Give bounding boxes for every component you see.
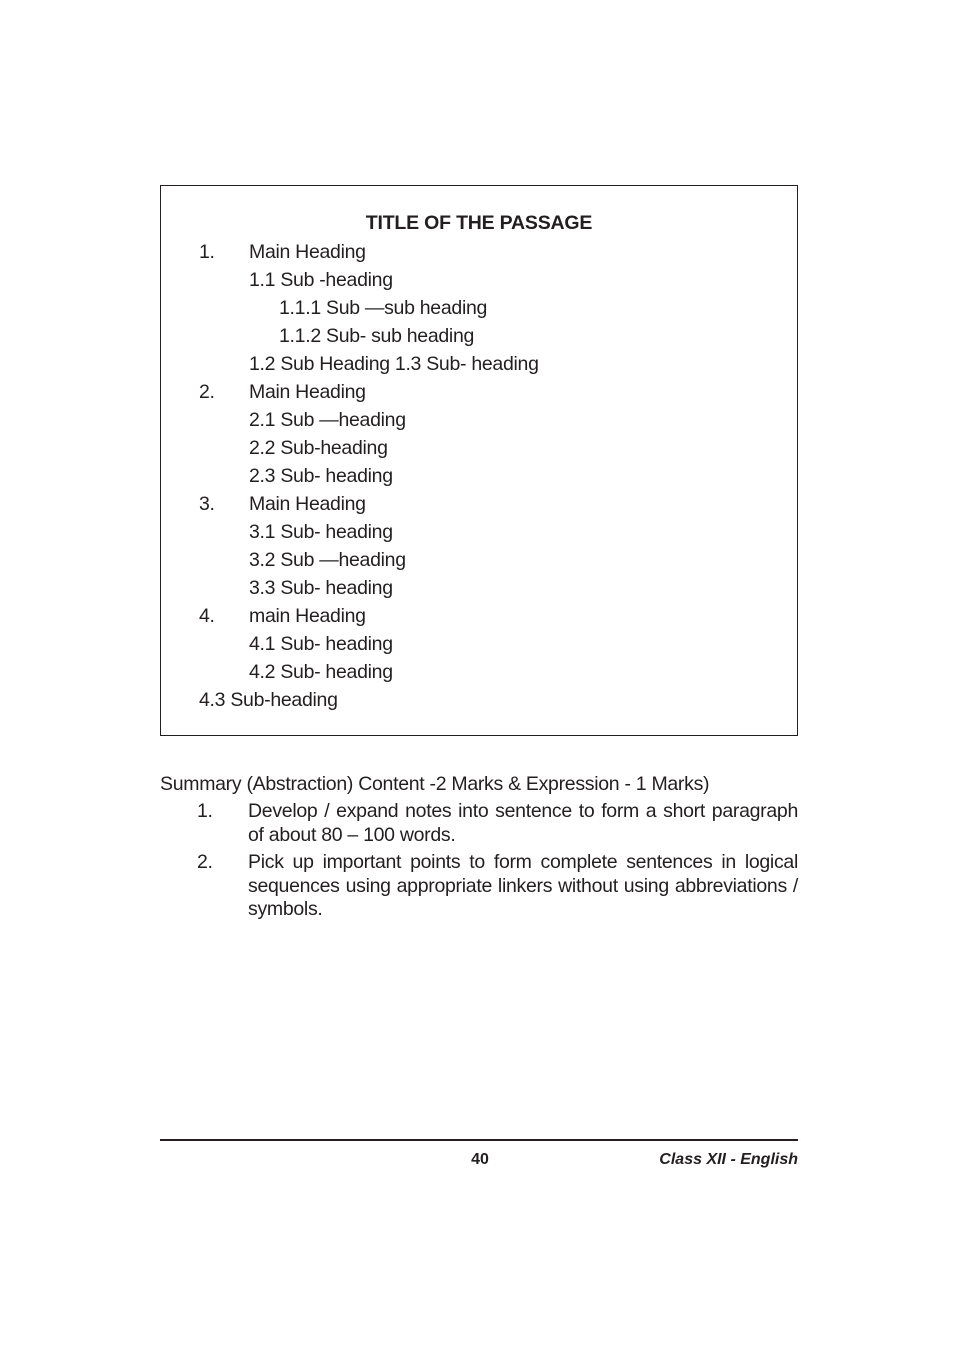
outline-line: Main Heading [249, 241, 366, 263]
outline-line: 2.1 Sub —heading [249, 409, 406, 431]
outline-number: 3. [199, 493, 215, 515]
summary-item-text: Develop / expand notes into sentence to form a short paragraph of about 80 – 100 words. [248, 800, 798, 846]
outline-line [199, 240, 215, 264]
footer-book-title: Class XII - English [659, 1151, 798, 1168]
summary-item-number: 2. [197, 851, 213, 873]
outline-line [199, 604, 215, 628]
summary-item [160, 800, 798, 847]
outline-line: 4.1 Sub- heading [249, 633, 393, 655]
outline-line: 3.3 Sub- heading [249, 577, 393, 599]
outline-line: main Heading [249, 605, 366, 627]
outline-line: 1.1 Sub -heading [249, 269, 393, 291]
outline-line: 2.2 Sub-heading [249, 437, 388, 459]
outline-line [199, 492, 215, 516]
outline-title: TITLE OF THE PASSAGE [365, 212, 593, 234]
outline-line: Main Heading [249, 381, 366, 403]
summary-item [160, 851, 798, 922]
outline-number: 1. [199, 241, 215, 263]
outline-line: 4.3 Sub-heading [199, 689, 338, 711]
outline-line: 1.1.1 Sub —sub heading [279, 297, 488, 319]
outline-box [160, 185, 798, 736]
summary-heading: Summary (Abstraction) Content -2 Marks & Expression - 1 Marks) [160, 773, 710, 795]
outline-line: 4.2 Sub- heading [249, 661, 393, 683]
summary-item-number: 1. [197, 800, 213, 822]
footer-rule [160, 1139, 798, 1141]
summary-item-text: Pick up important points to form complete sentences in logical sequences using appropriate linkers without using abbreviations / symbols. [248, 851, 798, 920]
outline-line: Main Heading [249, 493, 366, 515]
page-number: 40 [471, 1151, 489, 1168]
outline-line [199, 380, 215, 404]
outline-line: 3.2 Sub —heading [249, 549, 406, 571]
outline-number: 2. [199, 381, 215, 403]
outline-line: 1.2 Sub Heading 1.3 Sub- heading [249, 353, 539, 375]
outline-line: 1.1.2 Sub- sub heading [279, 325, 475, 347]
outline-line: 3.1 Sub- heading [249, 521, 393, 543]
outline-number: 4. [199, 605, 215, 627]
outline-line: 2.3 Sub- heading [249, 465, 393, 487]
